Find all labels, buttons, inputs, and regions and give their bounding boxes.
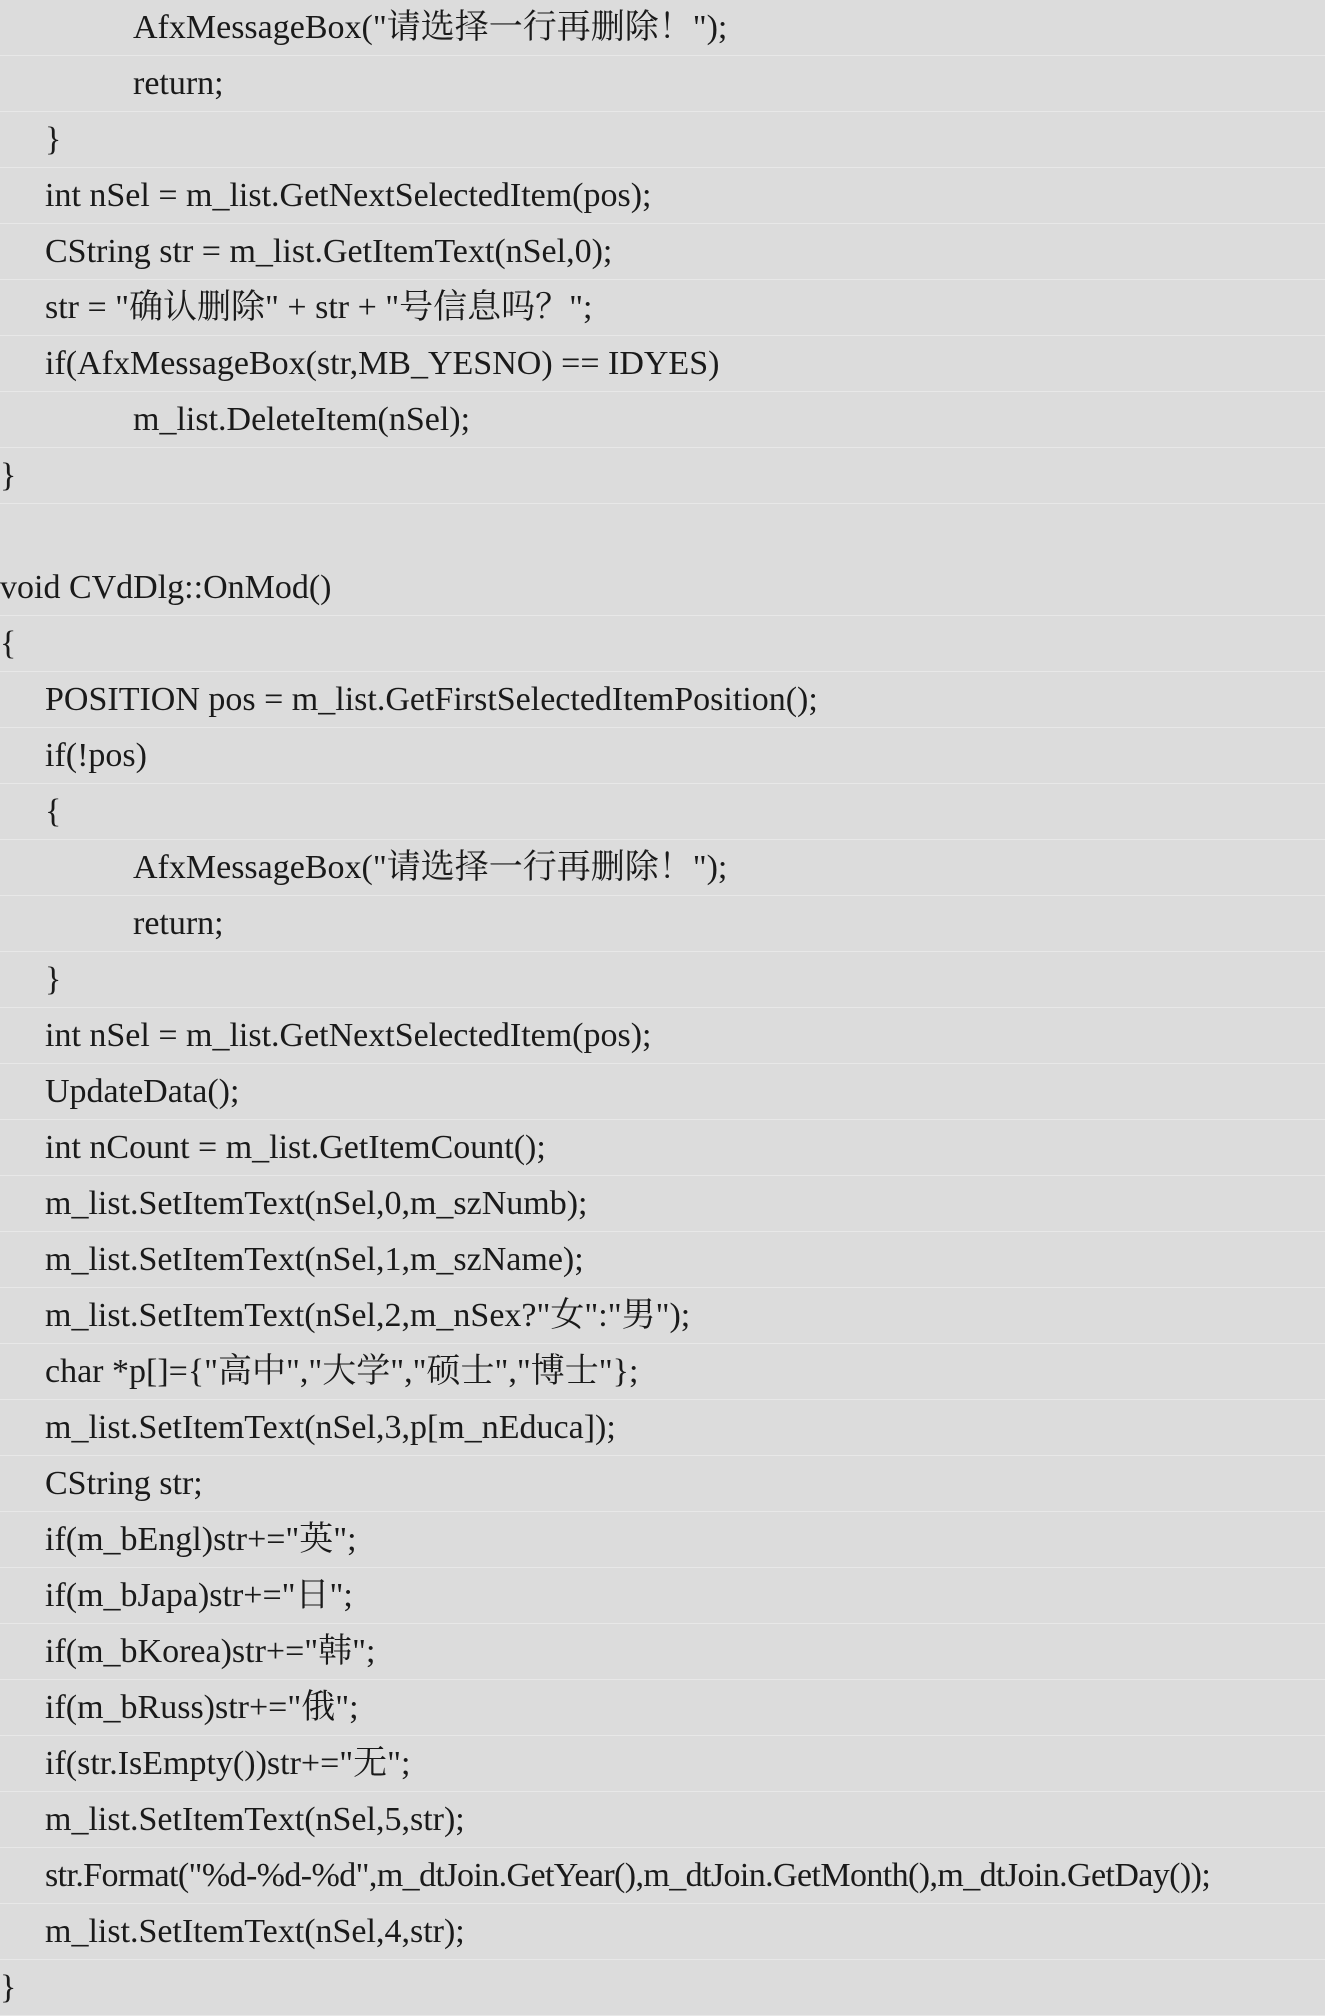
- code-line: CString str;: [0, 1456, 1325, 1512]
- code-line: if(m_bRuss)str+="俄";: [0, 1680, 1325, 1736]
- code-line: }: [0, 112, 1325, 168]
- code-line: m_list.SetItemText(nSel,4,str);: [0, 1904, 1325, 1960]
- code-line: m_list.SetItemText(nSel,5,str);: [0, 1792, 1325, 1848]
- code-line: }: [0, 952, 1325, 1008]
- code-line: if(str.IsEmpty())str+="无";: [0, 1736, 1325, 1792]
- code-line: {: [0, 784, 1325, 840]
- code-line: int nSel = m_list.GetNextSelectedItem(pos);: [0, 168, 1325, 224]
- code-line: m_list.SetItemText(nSel,3,p[m_nEduca]);: [0, 1400, 1325, 1456]
- blank-line: [0, 504, 1325, 560]
- code-line: }: [0, 448, 1325, 504]
- code-line: POSITION pos = m_list.GetFirstSelectedItemPosition();: [0, 672, 1325, 728]
- code-line: if(m_bJapa)str+="日";: [0, 1568, 1325, 1624]
- code-line: return;: [0, 56, 1325, 112]
- code-line: m_list.SetItemText(nSel,0,m_szNumb);: [0, 1176, 1325, 1232]
- code-line: CString str = m_list.GetItemText(nSel,0);: [0, 224, 1325, 280]
- code-line: AfxMessageBox("请选择一行再删除！");: [0, 0, 1325, 56]
- code-line: if(m_bKorea)str+="韩";: [0, 1624, 1325, 1680]
- code-line: str = "确认删除" + str + "号信息吗？";: [0, 280, 1325, 336]
- code-line: m_list.SetItemText(nSel,1,m_szName);: [0, 1232, 1325, 1288]
- code-line: void CVdDlg::OnMod(): [0, 560, 1325, 616]
- code-line: return;: [0, 896, 1325, 952]
- code-line: if(AfxMessageBox(str,MB_YESNO) == IDYES): [0, 336, 1325, 392]
- code-line: m_list.DeleteItem(nSel);: [0, 392, 1325, 448]
- code-line: char *p[]={"高中","大学","硕士","博士"};: [0, 1344, 1325, 1400]
- code-line: int nSel = m_list.GetNextSelectedItem(pos);: [0, 1008, 1325, 1064]
- code-line: if(!pos): [0, 728, 1325, 784]
- code-line: AfxMessageBox("请选择一行再删除！");: [0, 840, 1325, 896]
- code-line: }: [0, 1960, 1325, 2016]
- code-line: if(m_bEngl)str+="英";: [0, 1512, 1325, 1568]
- code-line: UpdateData();: [0, 1064, 1325, 1120]
- code-line: m_list.SetItemText(nSel,2,m_nSex?"女":"男");: [0, 1288, 1325, 1344]
- code-line: str.Format("%d-%d-%d",m_dtJoin.GetYear(),m_dtJoin.GetMonth(),m_dtJoin.GetDay());: [0, 1848, 1325, 1904]
- code-line: int nCount = m_list.GetItemCount();: [0, 1120, 1325, 1176]
- code-line: {: [0, 616, 1325, 672]
